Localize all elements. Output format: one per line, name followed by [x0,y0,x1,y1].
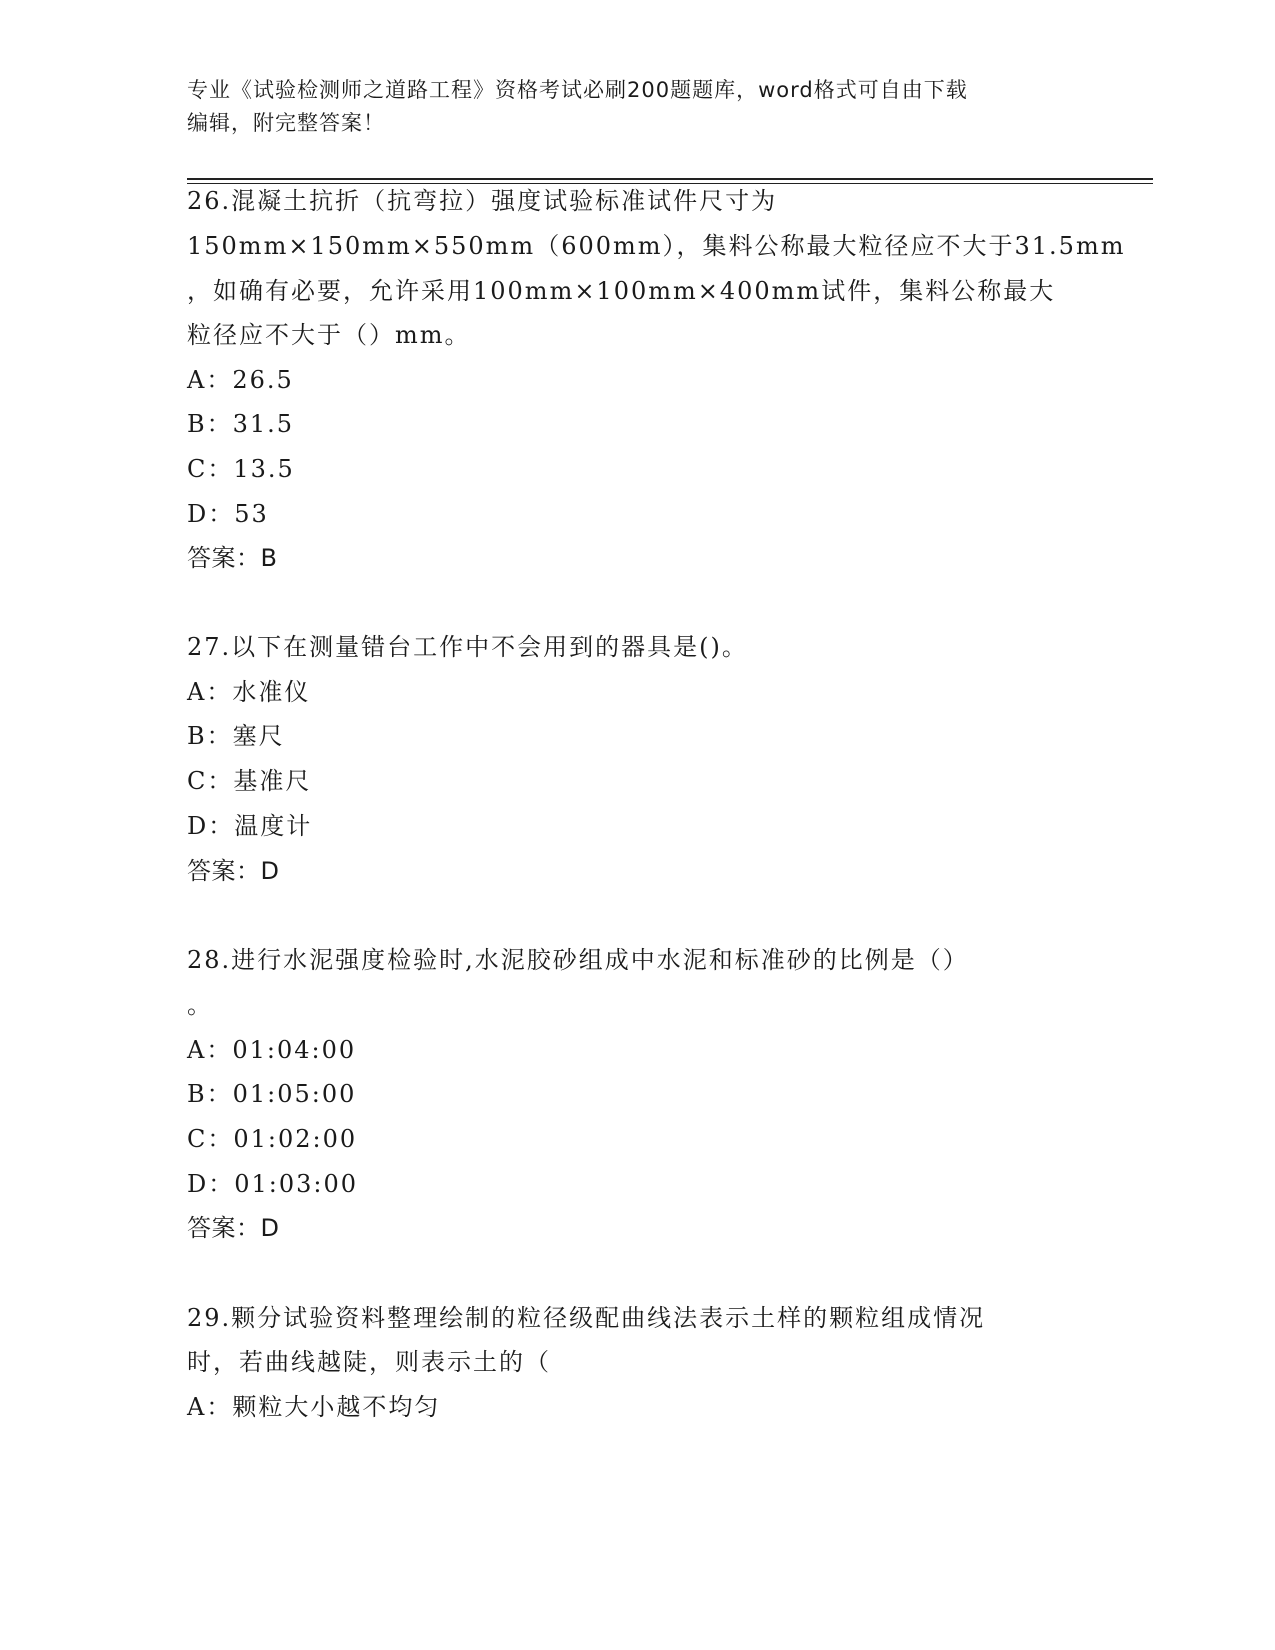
question-27-answer: 答案：D [187,857,280,885]
question-26-option-b: B：31.5 [187,410,295,438]
question-27-option-d: D：温度计 [187,812,313,840]
question-28-option-b: B：01:05:00 [187,1080,357,1108]
question-26-stem-line-2: 150mm×150mm×550mm（600mm），集料公称最大粒径应不大于31.5mm [187,232,1126,260]
question-26-option-c: C：13.5 [187,455,295,483]
header-line-1: 专业《试验检测师之道路工程》资格考试必刷200题题库，word格式可自由下载 [187,78,968,102]
question-28-option-a: A：01:04:00 [187,1036,357,1064]
question-28-option-d: D：01:03:00 [187,1170,359,1198]
question-26-answer: 答案：B [187,544,278,572]
header-rule-thick [187,178,1153,180]
question-26-option-a: A：26.5 [187,366,294,394]
question-27-option-b: B：塞尺 [187,722,285,750]
question-29-stem-line-1: 29.颗分试验资料整理绘制的粒径级配曲线法表示土样的颗粒组成情况 [187,1304,986,1332]
header-rule-thin [187,183,1153,184]
question-27-option-c: C：基准尺 [187,767,312,795]
document-header [187,74,1067,140]
question-29-option-a: A：颗粒大小越不均匀 [187,1393,441,1421]
question-26-stem-line-3: ，如确有必要，允许采用100mm×100mm×400mm试件，集料公称最大 [187,277,1056,305]
question-27-option-a: A：水准仪 [187,678,311,706]
question-28-stem-line-2: 。 [187,991,213,1019]
question-26-stem-line-4: 粒径应不大于（）mm。 [187,321,471,349]
question-27-stem-line-1: 27.以下在测量错台工作中不会用到的器具是()。 [187,633,748,661]
question-28-stem-line-1: 28.进行水泥强度检验时,水泥胶砂组成中水泥和标准砂的比例是（） [187,946,969,974]
header-line-2: 编辑，附完整答案！ [187,111,385,135]
question-29-stem-line-2: 时，若曲线越陡，则表示土的（ [187,1348,551,1376]
question-26-stem-line-1: 26.混凝土抗折（抗弯拉）强度试验标准试件尺寸为 [187,187,778,215]
question-28-option-c: C：01:02:00 [187,1125,358,1153]
question-26-option-d: D：53 [187,500,269,528]
question-28-answer: 答案：D [187,1214,280,1242]
